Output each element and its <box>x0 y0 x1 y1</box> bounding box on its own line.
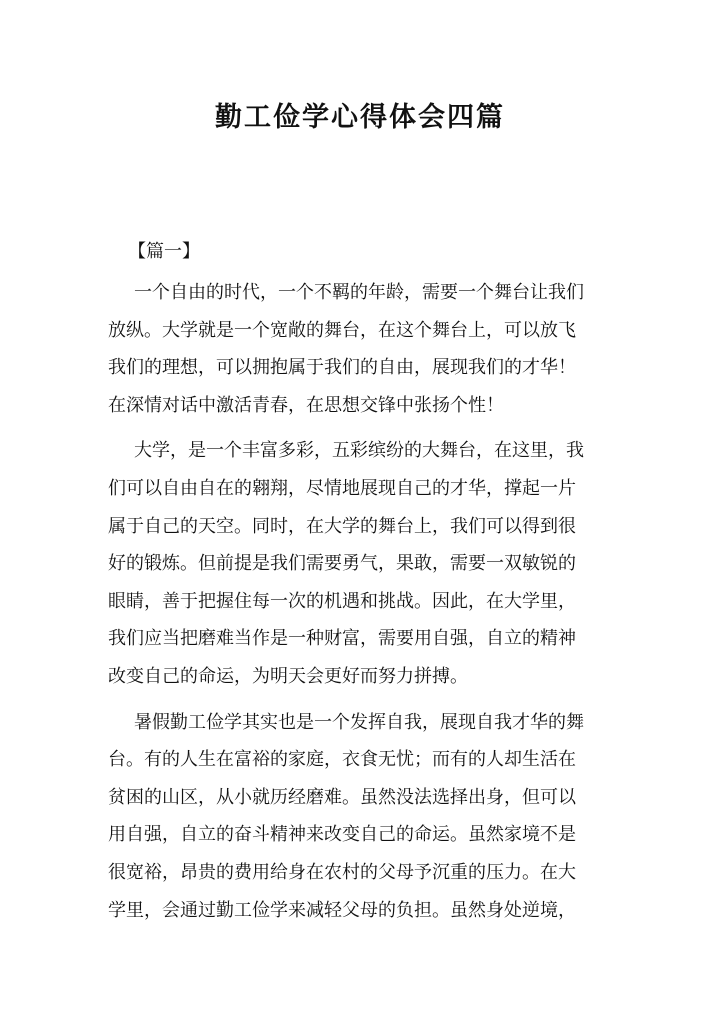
paragraph-line: 我们的理想，可以拥抱属于我们的自由，展现我们的才华！ <box>108 357 576 379</box>
paragraph-line: 很宽裕，昂贵的费用给身在农村的父母予沉重的压力。在大 <box>108 861 576 883</box>
paragraph-line: 台。有的人生在富裕的家庭，衣食无忧；而有的人却生活在 <box>108 749 576 771</box>
paragraph-3 <box>108 704 614 930</box>
paragraph-line: 们可以自由自在的翱翔，尽情地展现自己的才华，撑起一片 <box>108 477 576 499</box>
paragraph-line: 属于自己的天空。同时，在大学的舞台上，我们可以得到很 <box>108 515 576 537</box>
paragraph-line: 用自强，自立的奋斗精神来改变自己的命运。虽然家境不是 <box>108 824 576 846</box>
paragraph-line: 在深情对话中激活青春，在思想交锋中张扬个性！ <box>108 394 504 416</box>
paragraph-line: 学里，会通过勤工俭学来减轻父母的负担。虽然身处逆境， <box>108 899 576 921</box>
paragraph-2 <box>108 432 614 695</box>
paragraph-line: 暑假勤工俭学其实也是一个发挥自我，展现自我才华的舞 <box>134 711 584 733</box>
section-heading: 【篇一】 <box>128 241 200 262</box>
paragraph-line: 贫困的山区，从小就历经磨难。虽然没法选择出身，但可以 <box>108 786 576 808</box>
paragraph-line: 眼睛，善于把握住每一次的机遇和挑战。因此，在大学里， <box>108 590 576 612</box>
paragraph-line: 一个自由的时代，一个不羁的年龄，需要一个舞台让我们 <box>134 282 584 303</box>
paragraph-1 <box>108 274 614 424</box>
paragraph-line: 大学，是一个丰富多彩，五彩缤纷的大舞台，在这里，我 <box>134 440 584 462</box>
document-body <box>108 232 614 937</box>
paragraph-line: 好的锻炼。但前提是我们需要勇气，果敢，需要一双敏锐的 <box>108 553 576 575</box>
paragraph-line: 改变自己的命运，为明天会更好而努力拼搏。 <box>108 665 468 687</box>
document-title: 勤工俭学心得体会四篇 <box>215 102 505 133</box>
paragraph-line: 放纵。大学就是一个宽敞的舞台，在这个舞台上，可以放飞 <box>108 319 576 341</box>
paragraph-line: 我们应当把磨难当作是一种财富，需要用自强，自立的精神 <box>108 628 576 650</box>
